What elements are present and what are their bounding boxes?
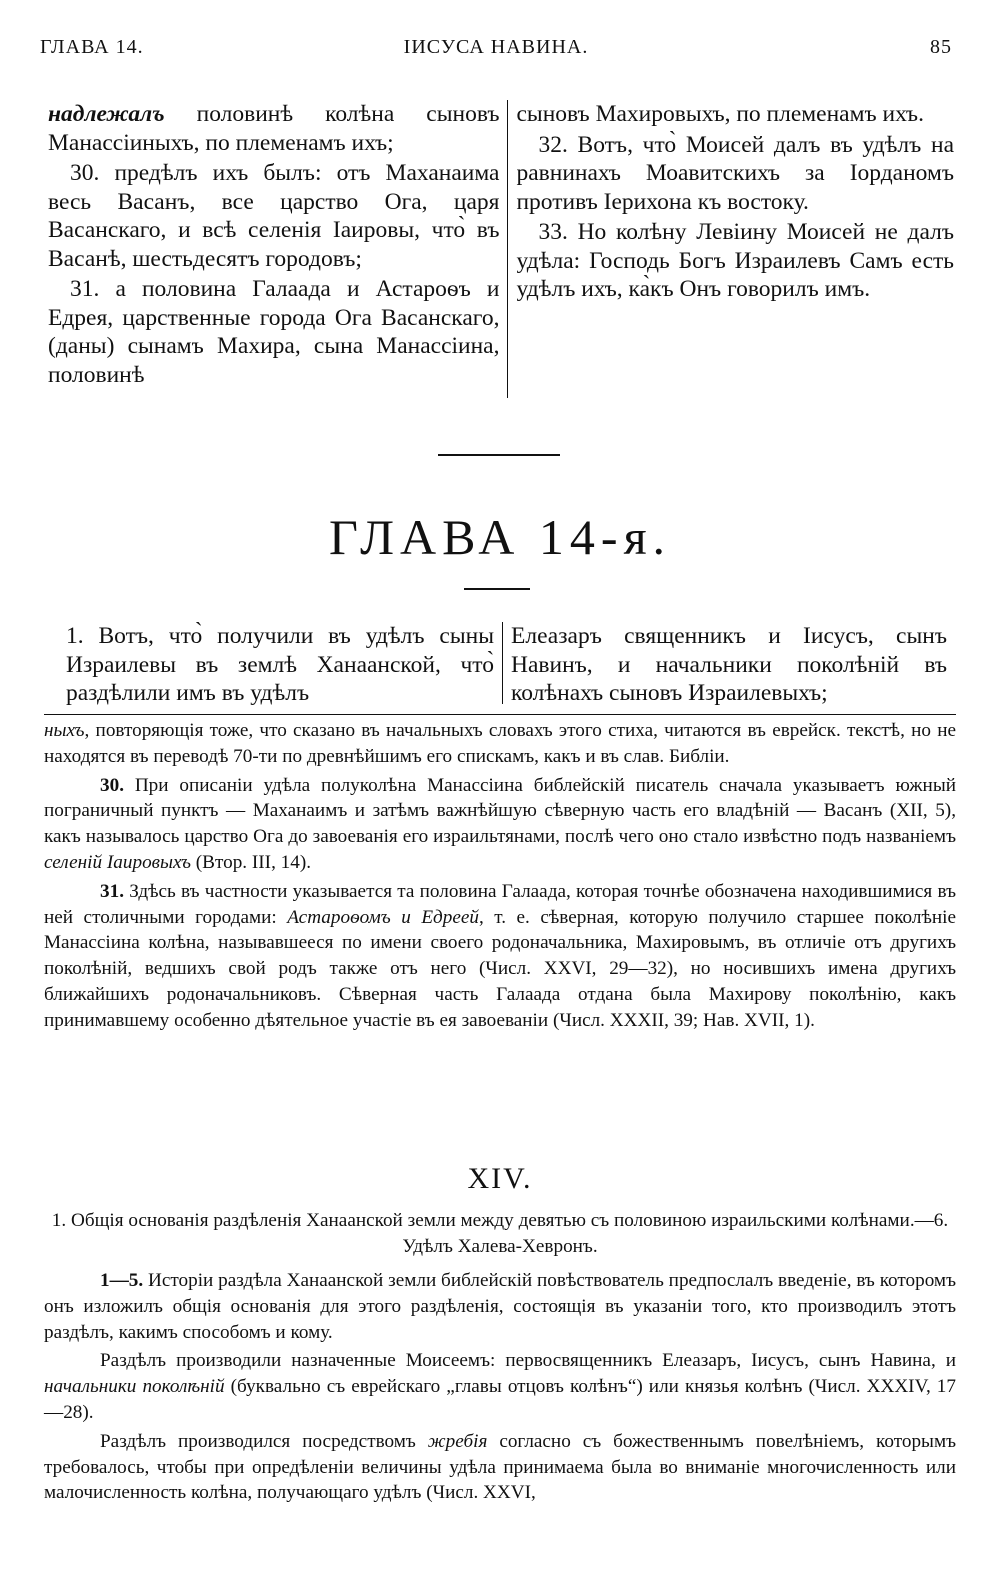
page-number: 85 (930, 36, 952, 58)
running-header (40, 36, 952, 64)
top-right-column (516, 100, 954, 398)
verse-1-left: 1. Вотъ, что̀ получили въ удѣлъ сыны Израилевы въ землѣ Ханаанской, что̀ раздѣлили имъ въ удѣлъ (66, 623, 494, 706)
commentary (44, 718, 956, 1034)
section-summary: 1. Общія основанія раздѣленія Ханаанской земли между девятью съ половиною израильскими колѣнами.—6. Удѣлъ Халева-Хевронъ. (51, 1210, 949, 1257)
top-verse-columns (48, 100, 954, 398)
verse-1-right: Елеазаръ священникъ и Іисусъ, сынъ Навинъ, и начальники поколѣній въ колѣнахъ сыновъ Израилевыхъ; (511, 623, 947, 706)
column-divider (507, 100, 508, 398)
column-divider (502, 622, 503, 704)
header-chapter: ГЛАВА 14. (40, 36, 144, 58)
lower-p1: 1—5. Исторіи раздѣла Ханаанской земли библейскій повѣствователь предпослалъ введеніе, въ которомъ онъ изложилъ общія основанія для этого раздѣленія, состоящія въ указаніи того, кто производилъ этотъ раздѣлъ, какимъ способомъ и кому. (44, 1270, 956, 1343)
verse-29-end: надлежалъ половинѣ колѣна сыновъ Манассіиныхъ, по племенамъ ихъ; (48, 101, 500, 156)
chapter-title: ГЛАВА 14-я. (328, 509, 672, 565)
commentary-p2: 30. При описаніи удѣла полуколѣна Манассіина библейскій писатель сначала указываетъ южный пограничный пунктъ — Маханаимъ и затѣмъ важнѣйшую сѣверную часть его владѣній — Васанъ (XII, 5), какъ называлось царство Ога до завоеванія его израильтянами, послѣ чего оно стало извѣстно подъ названіемъ селеній Іаировыхъ (Втор. III, 14). (44, 774, 956, 873)
top-left-column (48, 100, 499, 398)
verse-33: 33. Но колѣну Левіину Моисей не далъ удѣла: Господь Богъ Израилевъ Самъ есть удѣлъ ихъ, ка̀къ Онъ говорилъ имъ. (516, 219, 954, 302)
header-book-title: IИСУСА НАВИНА. (403, 36, 589, 58)
verse-30: 30. предѣлъ ихъ былъ: отъ Маханаима весь Васанъ, все царство Ога, царя Васанскаго, и всѣ селенія Іаировы, что̀ въ Васанѣ, шестьдесятъ городовъ; (48, 160, 500, 272)
footnote-rule (44, 714, 956, 715)
verse-31-end: сыновъ Махировыхъ, по племенамъ ихъ. (516, 101, 924, 127)
title-underline (464, 588, 530, 590)
verse-1-columns (66, 622, 954, 710)
divider-rule (438, 454, 560, 456)
verse-32: 32. Вотъ, что̀ Моисей далъ въ удѣлъ на равнинахъ Моавитскихъ за Іорданомъ противъ Іерихона къ востоку. (516, 131, 954, 215)
lower-p2: Раздѣлъ производили назначенные Моисеемъ: первосвященникъ Елеазаръ, Іисусъ, сынъ Навина, и начальники поколѣній (буквально съ еврейскаго „главы отцовъ колѣнъ“) или князья колѣнъ (Числ. XXXIV, 17—28). (44, 1350, 956, 1423)
verse-31: 31. а половина Галаада и Астароѳъ и Едрея, царственные города Ога Васанскаго, (даны) сынамъ Махира, сына Манассіина, половинѣ (48, 276, 500, 388)
commentary-p1: ныхъ, повторяющія тоже, что сказано въ начальныхъ словахъ этого стиха, читаются въ еврейск. текстѣ, но не находятся въ переводѣ 70-ти по древнѣйшимъ его спискамъ, какъ и въ слав. Библіи. (44, 720, 956, 767)
section-number: XIV. (467, 1162, 533, 1195)
commentary-p3: 31. Здѣсь въ частности указывается та половина Галаада, которая точнѣе обозначена находившимися въ ней столичными городами: Астароѳомъ и Едреей, т. е. сѣверная, которую получило старшее поколѣніе Манассіина колѣна, называвшееся по имени своего родоначальника, Махировымъ, въ отличіе отъ другихъ поколѣній, ведшихъ свой родъ также отъ него (Числ. XXVI, 29—32), но носившихъ имена другихъ ближайшихъ родоначальниковъ. Сѣверная часть Галаада отдана была Махирову поколѣнію, какъ принимавшему особенно дѣятельное участіе въ ея завоеваніи (Числ. XXXII, 39; Нав. XVII, 1). (44, 880, 956, 1031)
lower-commentary (44, 1268, 956, 1509)
lower-p3: Раздѣлъ производился посредствомъ жребія согласно съ божественнымъ повелѣніемъ, которымъ требовалось, чтобы при опредѣленіи величины удѣла принимаема была во вниманіе многочисленность или малочисленность колѣна, получающаго удѣлъ (Числ. XXVI, (44, 1430, 957, 1504)
